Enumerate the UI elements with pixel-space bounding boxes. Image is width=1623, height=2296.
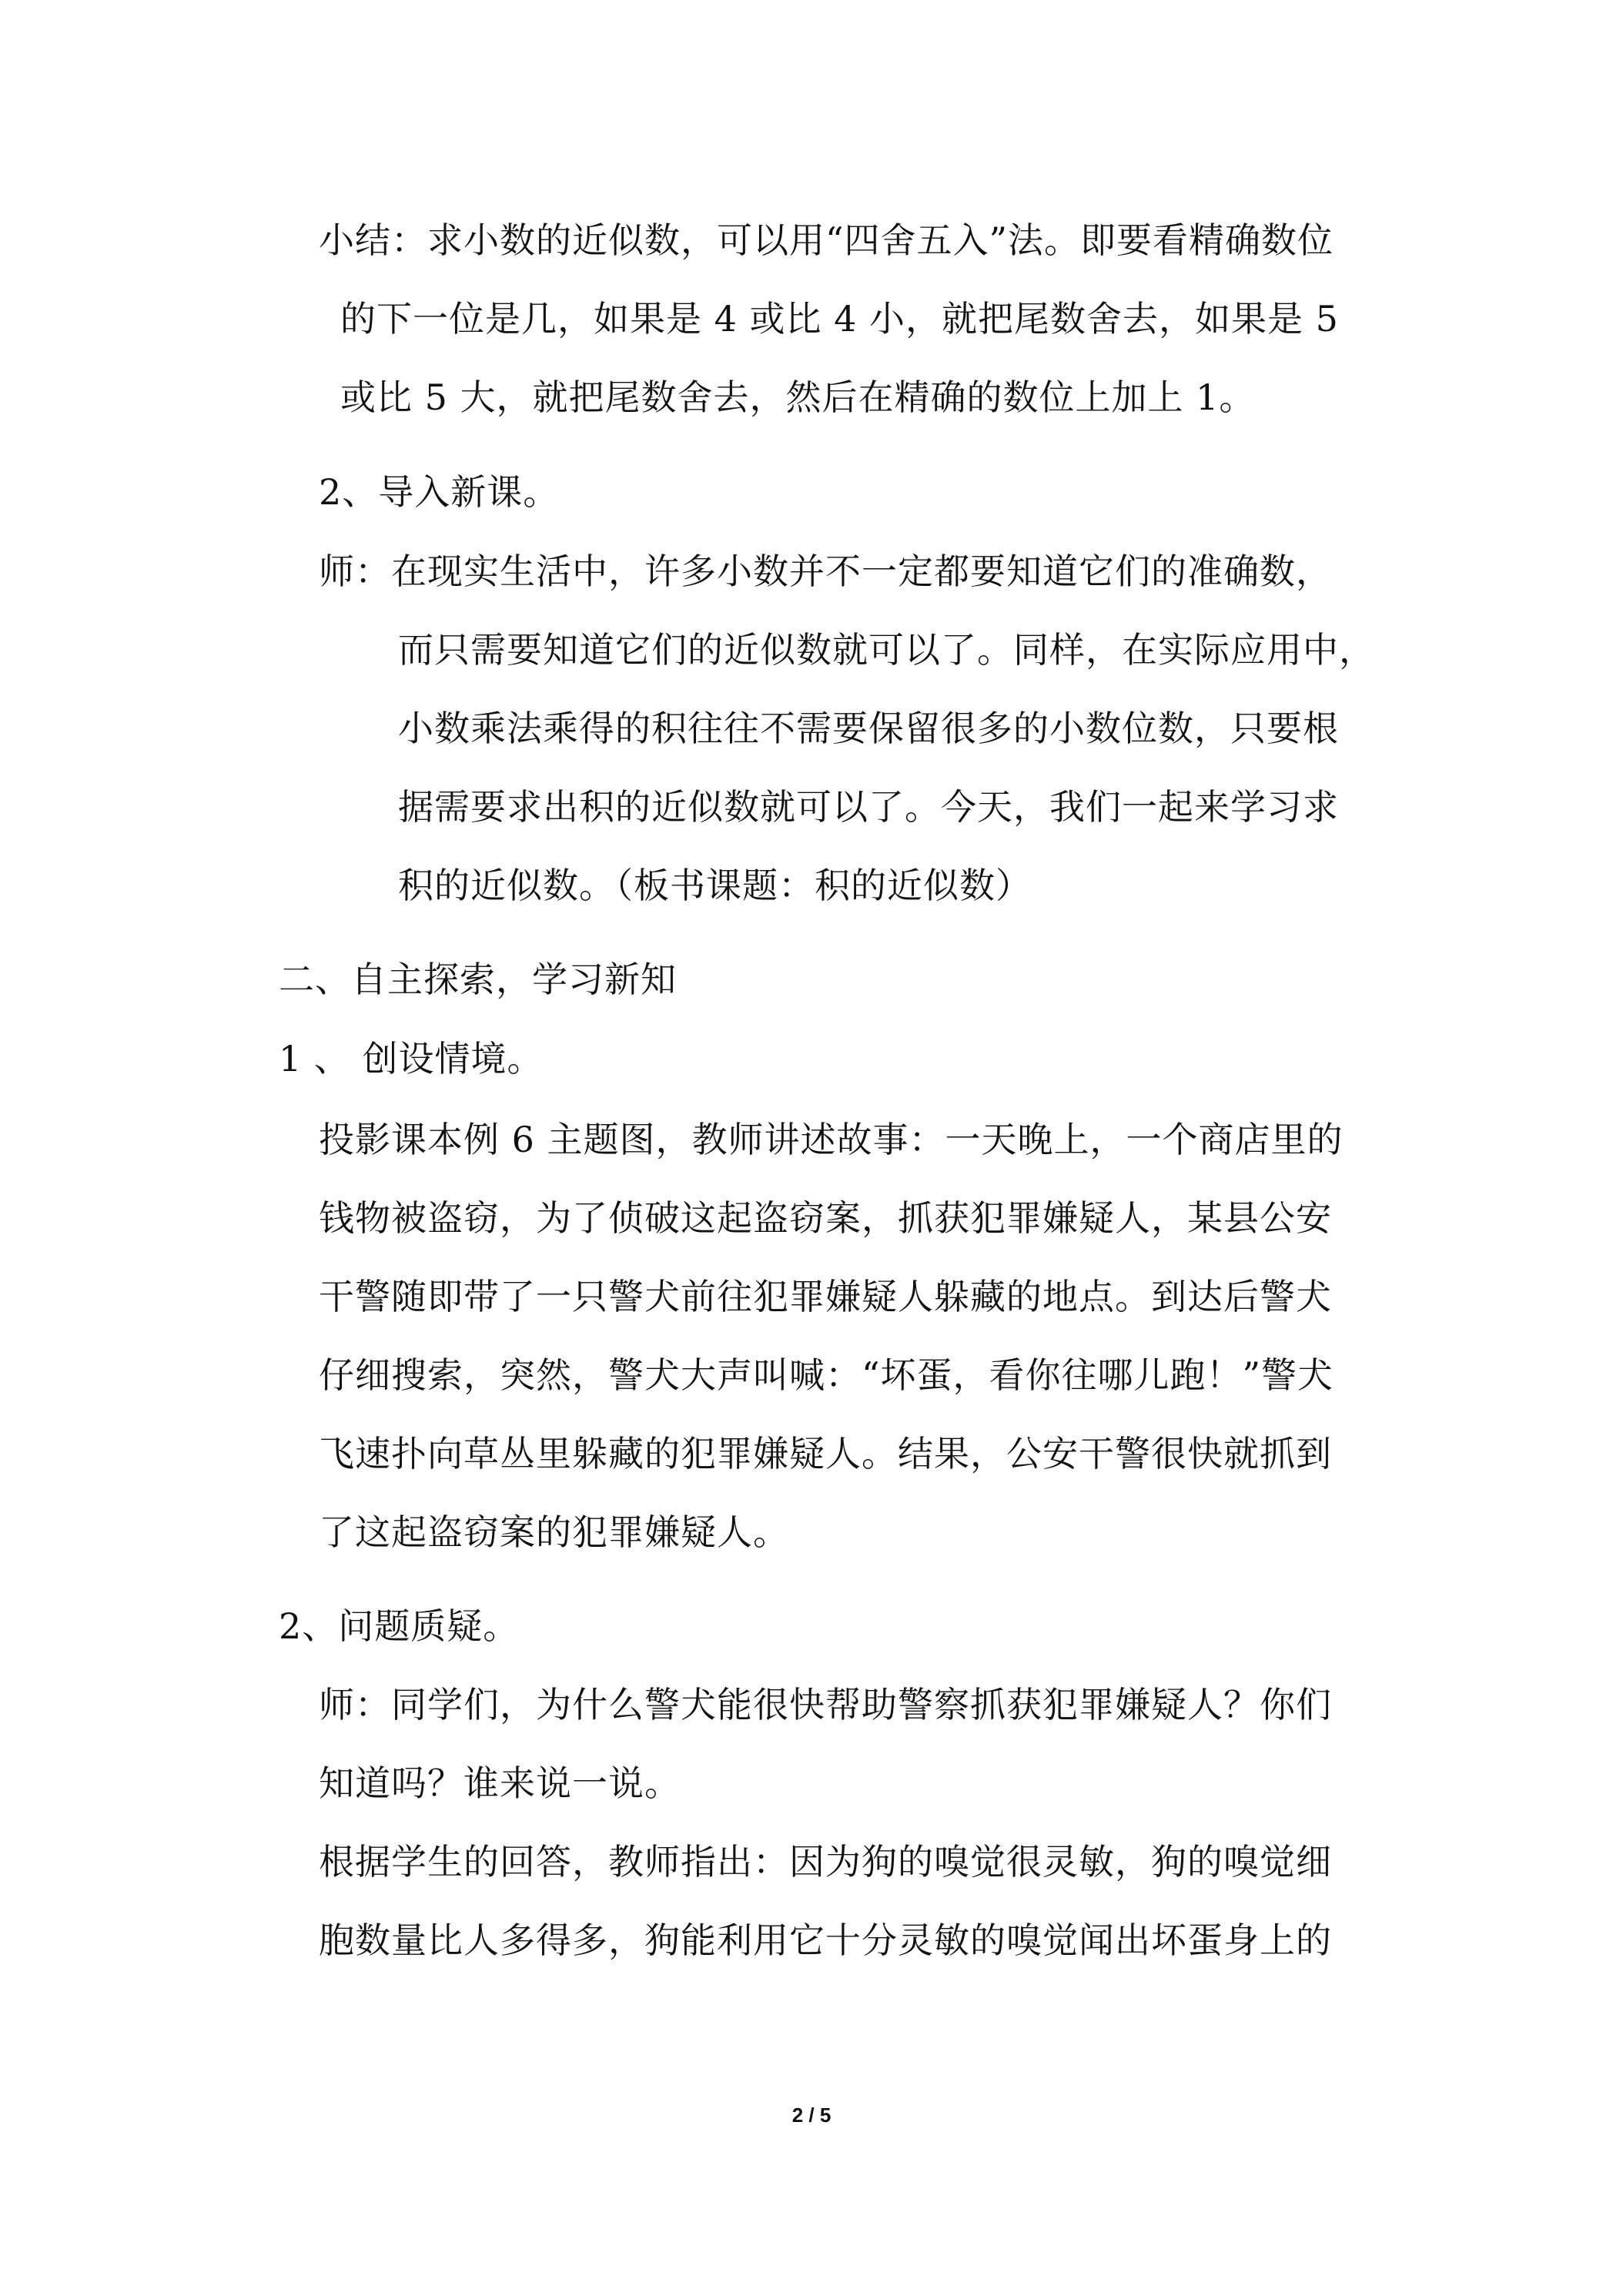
text-line: 而只需要知道它们的近似数就可以了。同样，在实际应用中，: [398, 629, 1375, 671]
text-line: 的下一位是几，如果是 4 或比 4 小，就把尾数舍去，如果是 5: [340, 298, 1339, 340]
text-line: 胞数量比人多得多，狗能利用它十分灵敏的嗅觉闻出坏蛋身上的: [319, 1919, 1332, 1961]
text-line: 师：在现实生活中，许多小数并不一定都要知道它们的准确数，: [319, 551, 1332, 592]
text-line: 投影课本例 6 主题图，教师讲述故事：一天晚上，一个商店里的: [319, 1119, 1344, 1160]
subsection-heading: 2、问题质疑。: [279, 1605, 520, 1647]
text-line: 根据学生的回答，教师指出：因为狗的嗅觉很灵敏，狗的嗅觉细: [319, 1841, 1332, 1883]
text-line: 积的近似数。（板书课题：积的近似数）: [398, 865, 1032, 906]
subsection-heading: 1 、 创设情境。: [279, 1038, 544, 1079]
page-number: 2 / 5: [791, 2104, 832, 2127]
text-line: 2、导入新课。: [319, 471, 560, 513]
text-line: 据需要求出积的近似数就可以了。今天，我们一起来学习求: [398, 786, 1339, 828]
text-line: 小数乘法乘得的积往往不需要保留很多的小数位数，只要根: [398, 708, 1339, 749]
text-line: 或比 5 大，就把尾数舍去，然后在精确的数位上加上 1。: [340, 377, 1256, 418]
text-line: 了这起盗窃案的犯罪嫌疑人。: [319, 1511, 789, 1553]
text-line: 钱物被盗窃，为了侦破这起盗窃案，抓获犯罪嫌疑人，某县公安: [319, 1197, 1332, 1239]
text-line: 干警随即带了一只警犬前往犯罪嫌疑人躲藏的地点。到达后警犬: [319, 1276, 1332, 1317]
text-line: 飞速扑向草丛里躲藏的犯罪嫌疑人。结果，公安干警很快就抓到: [319, 1433, 1332, 1474]
text-line: 知道吗？谁来说一说。: [319, 1762, 681, 1804]
text-line: 师：同学们，为什么警犬能很快帮助警察抓获犯罪嫌疑人？你们: [319, 1684, 1332, 1725]
text-line: 仔细搜索，突然，警犬大声叫喊：“坏蛋，看你往哪儿跑！”警犬: [319, 1354, 1334, 1396]
section-heading: 二、自主探索，学习新知: [279, 959, 677, 1000]
text-line: 小结：求小数的近似数，可以用“四舍五入”法。即要看精确数位: [319, 219, 1334, 261]
